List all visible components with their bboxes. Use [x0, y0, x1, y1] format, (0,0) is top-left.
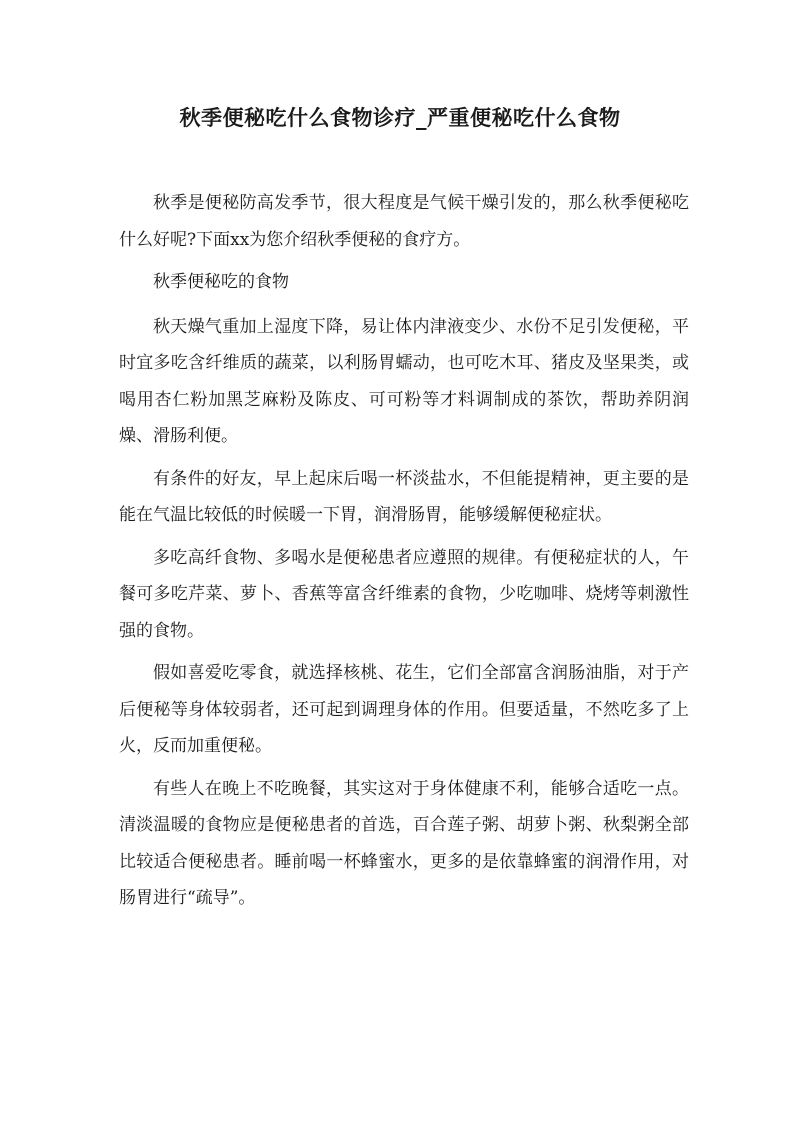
section-heading: 秋季便秘吃的食物 [153, 272, 289, 292]
paragraph-autumn-dryness: 秋天燥气重加上湿度下降，易让体内津液变少、水份不足引发便秘，平时宜多吃含纤维质的蔬菜，以利肠胃蠕动，也可吃木耳、猪皮及坚果类，或喝用杏仁粉加黑芝麻粉及陈皮、可可粉等才料调制成的茶饮，帮助养阴润燥、滑肠利便。 [119, 316, 689, 446]
paragraph-snacks: 假如喜爱吃零食，就选择核桃、花生，它们全部富含润肠油脂，对于产后便秘等身体较弱者，还可起到调理身体的作用。但要适量，不然吃多了上火，反而加重便秘。 [119, 663, 689, 756]
paragraph-high-fiber: 多吃高纤食物、多喝水是便秘患者应遵照的规律。有便秘症状的人，午餐可多吃芹菜、萝卜、香蕉等富含纤维素的食物，少吃咖啡、烧烤等刺激性强的食物。 [119, 547, 689, 641]
paragraph-intro: 秋季是便秘防高发季节，很大程度是气候干燥引发的，那么秋季便秘吃什么好呢?下面xx为您介绍秋季便秘的食疗方。 [119, 193, 689, 250]
document-body [119, 185, 689, 923]
document-title: 秋季便秘吃什么食物诊疗_严重便秘吃什么食物 [179, 105, 621, 130]
paragraph-dinner: 有些人在晚上不吃晚餐，其实这对于身体健康不利，能够合适吃一点。清淡温暖的食物应是便秘患者的首选，百合莲子粥、胡萝卜粥、秋梨粥全部比较适合便秘患者。睡前喝一杯蜂蜜水，更多的是依靠蜂蜜的润滑作用，对肠胃进行“疏导”。 [119, 778, 689, 908]
paragraph-salt-water: 有条件的好友，早上起床后喝一杯淡盐水，不但能提精神，更主要的是能在气温比较低的时候暖一下胃，润滑肠胃，能够缓解便秘症状。 [119, 468, 689, 525]
